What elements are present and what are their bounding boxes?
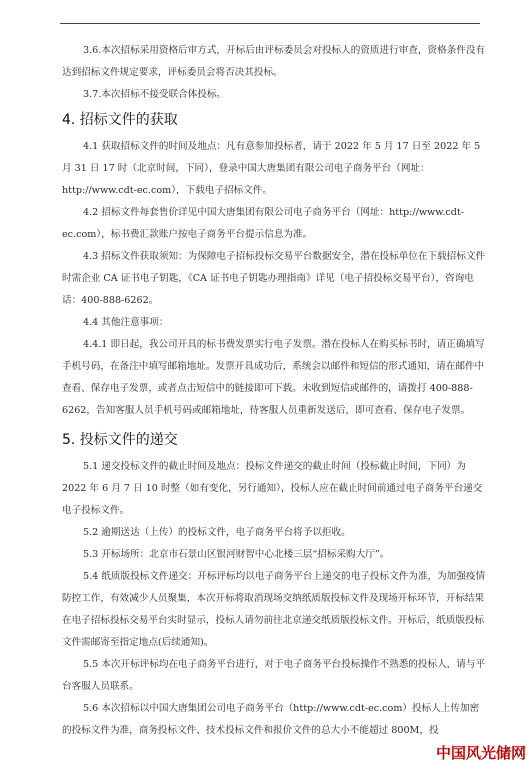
section-3-tail xyxy=(62,40,486,106)
paragraph-4-4: 4.4 其他注意事项： xyxy=(83,317,169,328)
paragraph-4-1: 4.1 获取招标文件的时间及地点：凡有意参加投标者，请于 2022 年 5 月 17 日至 2022 年 5 月 31 日 17 时（北京时间，下同），登录中国大唐集团有限公司电子商务平台（网址：http://www.cdt-ec.com），下载电子招标文件。 xyxy=(62,141,481,196)
paragraph-4-3: 4.3 招标文件获取须知：为保障电子招标投标交易平台数据安全，潜在投标单位在下载招标文件时需企业 CA 证书电子钥匙，《CA 证书电子钥匙办理指南》详见（电子招投标交易平台），咨询电话：400-888-6262。 xyxy=(62,251,486,306)
paragraph-5-4: 5.4 纸质版投标文件递交：开标评标均以电子商务平台上递交的电子投标文件为准，为加强疫情防控工作，有效减少人员聚集，本次开标将取消现场交纳纸质版投标文件及现场开标环节，开标结果在电子招标投标交易平台实时显示，投标人请勿前往北京递交纸质版投标文件。开标后，纸质版投标文件需邮寄至指定地点(后续通知)。 xyxy=(62,571,486,648)
header-rule xyxy=(60,23,480,24)
paragraph-4-4-1: 4.4.1 即日起，我公司开具的标书费发票实行电子发票。潜在投标人在购买标书时，请正确填写手机号码，在备注中填写邮箱地址。发票开具成功后，系统会以邮件和短信的形式通知，请在邮件中查看、保存电子发票，或者点击短信中的链接即可下载。未收到短信或邮件的，请拨打 400-888-6262，告知客服人员手机号码或邮箱地址，待客服人员重新发送后，即可查看、保存电子发票。 xyxy=(62,339,485,416)
section-heading-4: 4. 招标文件的获取 xyxy=(62,112,178,128)
paragraph-5-2: 5.2 逾期送达（上传）的投标文件，电子商务平台将予以拒收。 xyxy=(83,527,351,538)
paragraph-5-6: 5.6 本次招标以中国大唐集团公司电子商务平台（http://www.cdt-ec.com）投标人上传加密的投标文件为准，商务投标文件、技术投标文件和报价文件的总大小不能超过 800M，投 xyxy=(62,703,480,736)
paragraph-3-6: 3.6.本次招标采用资格后审方式，开标后由评标委员会对投标人的资质进行审查，资格条件没有达到招标文件规定要求，评标委员会将否决其投标。 xyxy=(62,45,486,78)
section-4 xyxy=(62,110,486,422)
paragraph-3-7: 3.7.本次招标不接受联合体投标。 xyxy=(83,89,227,100)
section-heading-5: 5. 投标文件的递交 xyxy=(62,432,178,448)
paragraph-4-2: 4.2 招标文件每套售价详见中国大唐集团有限公司电子商务平台（网址：http://www.cdt-ec.com），标书费汇款账户按电子商务平台提示信息为准。 xyxy=(62,207,465,240)
watermark-logo: 中国风光储网 xyxy=(435,744,526,762)
paragraph-5-3: 5.3 开标场所：北京市石景山区银河财智中心北楼三层“招标采购大厅”。 xyxy=(83,549,390,560)
section-5 xyxy=(62,430,486,742)
paragraph-5-5: 5.5 本次开标评标均在电子商务平台进行，对于电子商务平台投标操作不熟悉的投标人，请与平台客服人员联系。 xyxy=(62,659,486,692)
paragraph-5-1: 5.1 递交投标文件的截止时间及地点：投标文件递交的截止时间（投标截止时间，下同）为 2022 年 6 月 7 日 10 时整（如有变化，另行通知），投标人应在截止时间前通过电子商务平台递交电子投标文件。 xyxy=(62,461,483,516)
